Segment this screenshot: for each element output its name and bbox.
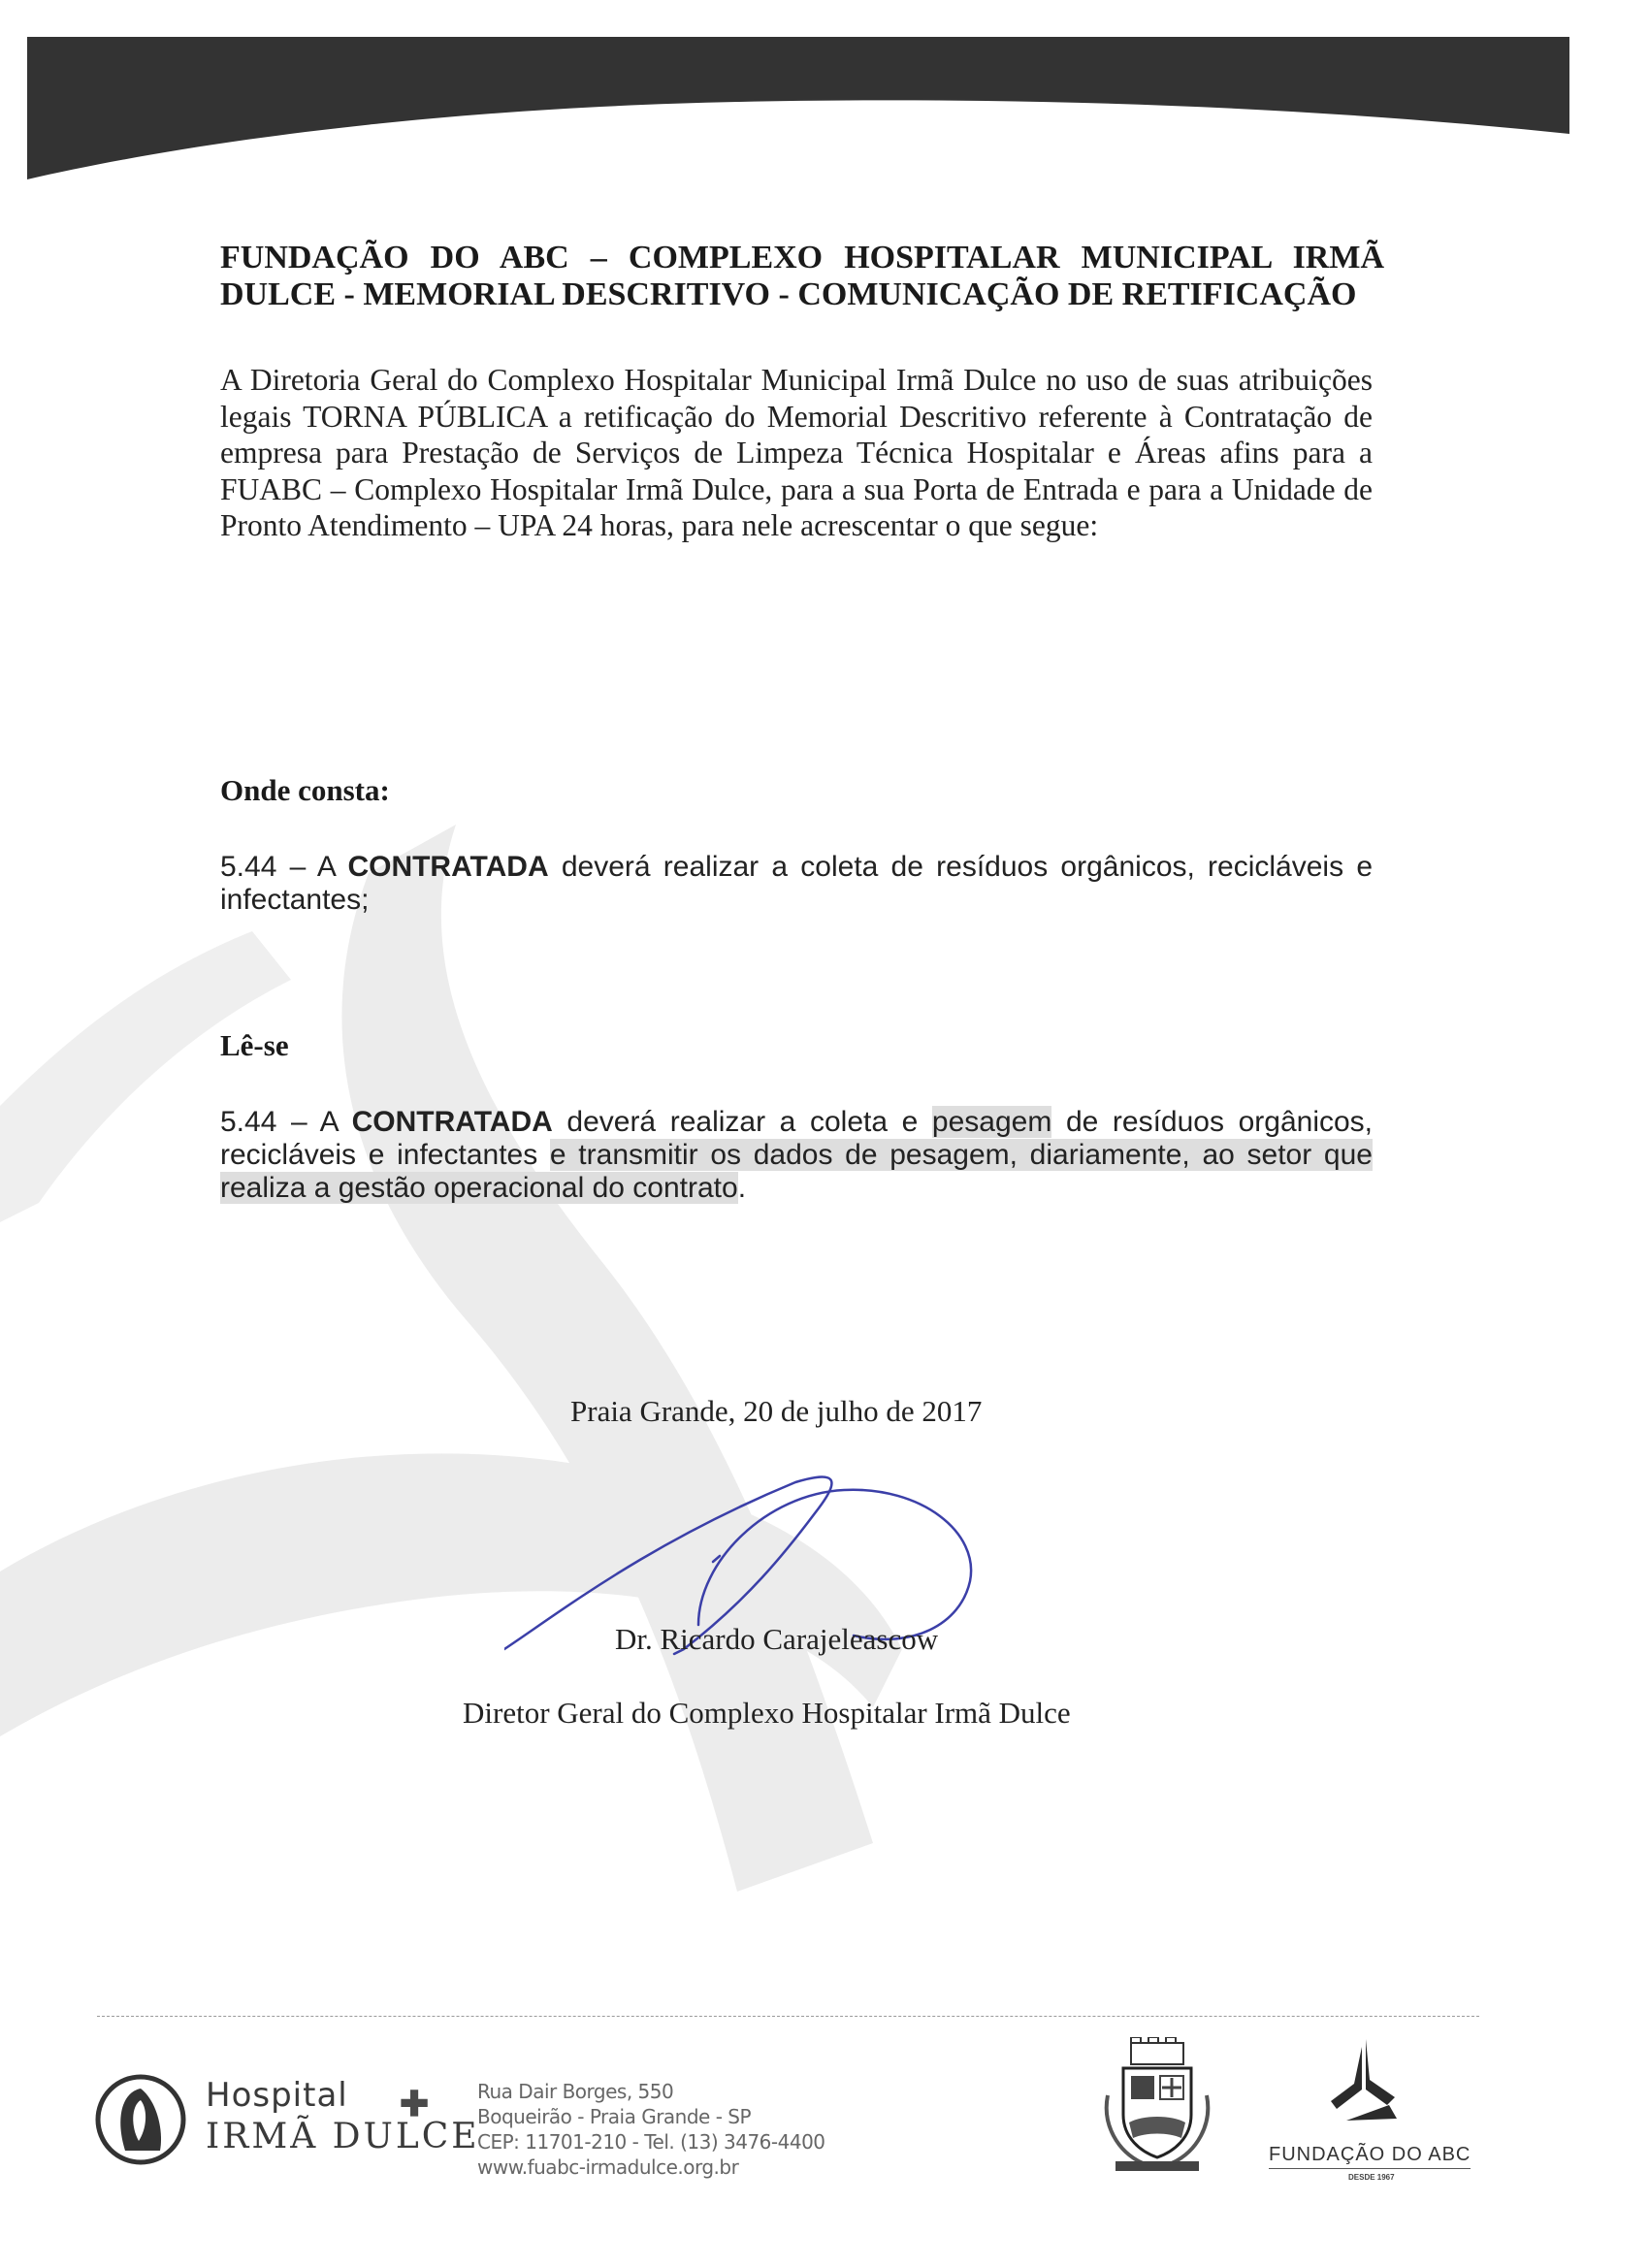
foundation-name: FUNDAÇÃO DO ABC — [1269, 2144, 1471, 2169]
signatory-name: Dr. Ricardo Carajeleascow — [615, 1622, 939, 1656]
revised-clause-text-3: . — [737, 1172, 747, 1204]
onde-consta-heading: Onde consta: — [220, 773, 390, 807]
foundation-since: DESDE 1967 — [1348, 2173, 1395, 2182]
revised-clause-text-1: deverá realizar a coleta e — [552, 1106, 932, 1138]
header-band — [0, 0, 1649, 184]
footer-divider — [97, 2016, 1479, 2017]
address-line-2: Boqueirão - Praia Grande - SP — [477, 2105, 752, 2128]
address-line-3: CEP: 11701-210 - Tel. (13) 3476-4400 — [477, 2130, 825, 2154]
city-coat-of-arms-icon — [1094, 2037, 1220, 2173]
document-title: FUNDAÇÃO DO ABC – COMPLEXO HOSPITALAR MUNICIPAL IRMÃ DULCE - MEMORIAL DESCRITIVO - COMUNICAÇÃO DE RETIFICAÇÃO — [220, 240, 1384, 312]
hospital-name-line2: IRMÃ DULCE — [206, 2117, 480, 2156]
place-date: Praia Grande, 20 de julho de 2017 — [570, 1394, 983, 1428]
address-line-1: Rua Dair Borges, 550 — [477, 2080, 674, 2103]
hospital-cross-icon: ✚ — [400, 2085, 430, 2123]
fundacao-abc-logo-icon — [1327, 2037, 1405, 2134]
signatory-title: Diretor Geral do Complexo Hospitalar Irmã Dulce — [463, 1696, 1071, 1730]
intro-paragraph: A Diretoria Geral do Complexo Hospitalar Municipal Irmã Dulce no uso de suas atribuições legais TORNA PÚBLICA a retificação do Memorial Descritivo referente à Contratação de empresa para Prestação de Serviços de Limpeza Técnica Hospitalar e Áreas afins para a FUABC – Complexo Hospitalar Irmã Dulce, para a sua Porta de Entrada e para a Unidade de Pronto Atendimento – UPA 24 horas, para nele acrescentar o que segue: — [220, 363, 1373, 542]
revised-clause-number: 5.44 – A — [220, 1106, 352, 1138]
le-se-heading: Lê-se — [220, 1028, 289, 1062]
original-clause-text: deverá realizar a coleta de resíduos orgânicos, recicláveis e infectantes; — [220, 851, 1373, 916]
website-link[interactable]: www.fuabc-irmadulce.org.br — [477, 2155, 739, 2179]
original-clause-number: 5.44 – A — [220, 851, 348, 883]
revised-clause-emphasis: CONTRATADA — [351, 1106, 553, 1138]
original-clause-emphasis: CONTRATADA — [347, 851, 549, 883]
original-clause — [220, 851, 1373, 917]
revised-clause — [220, 1106, 1373, 1205]
revised-clause-highlight-1: pesagem — [931, 1106, 1052, 1138]
hospital-logo-icon — [92, 2071, 189, 2168]
revised-clause-highlight-2: e transmitir os dados de pesagem, diariamente, ao setor que realiza a gestão operacional do contrato — [220, 1139, 1373, 1204]
revised-clause-text-2: de resíduos orgânicos, recicláveis e infectantes — [220, 1106, 1373, 1171]
hospital-name-line1: Hospital — [206, 2076, 348, 2115]
